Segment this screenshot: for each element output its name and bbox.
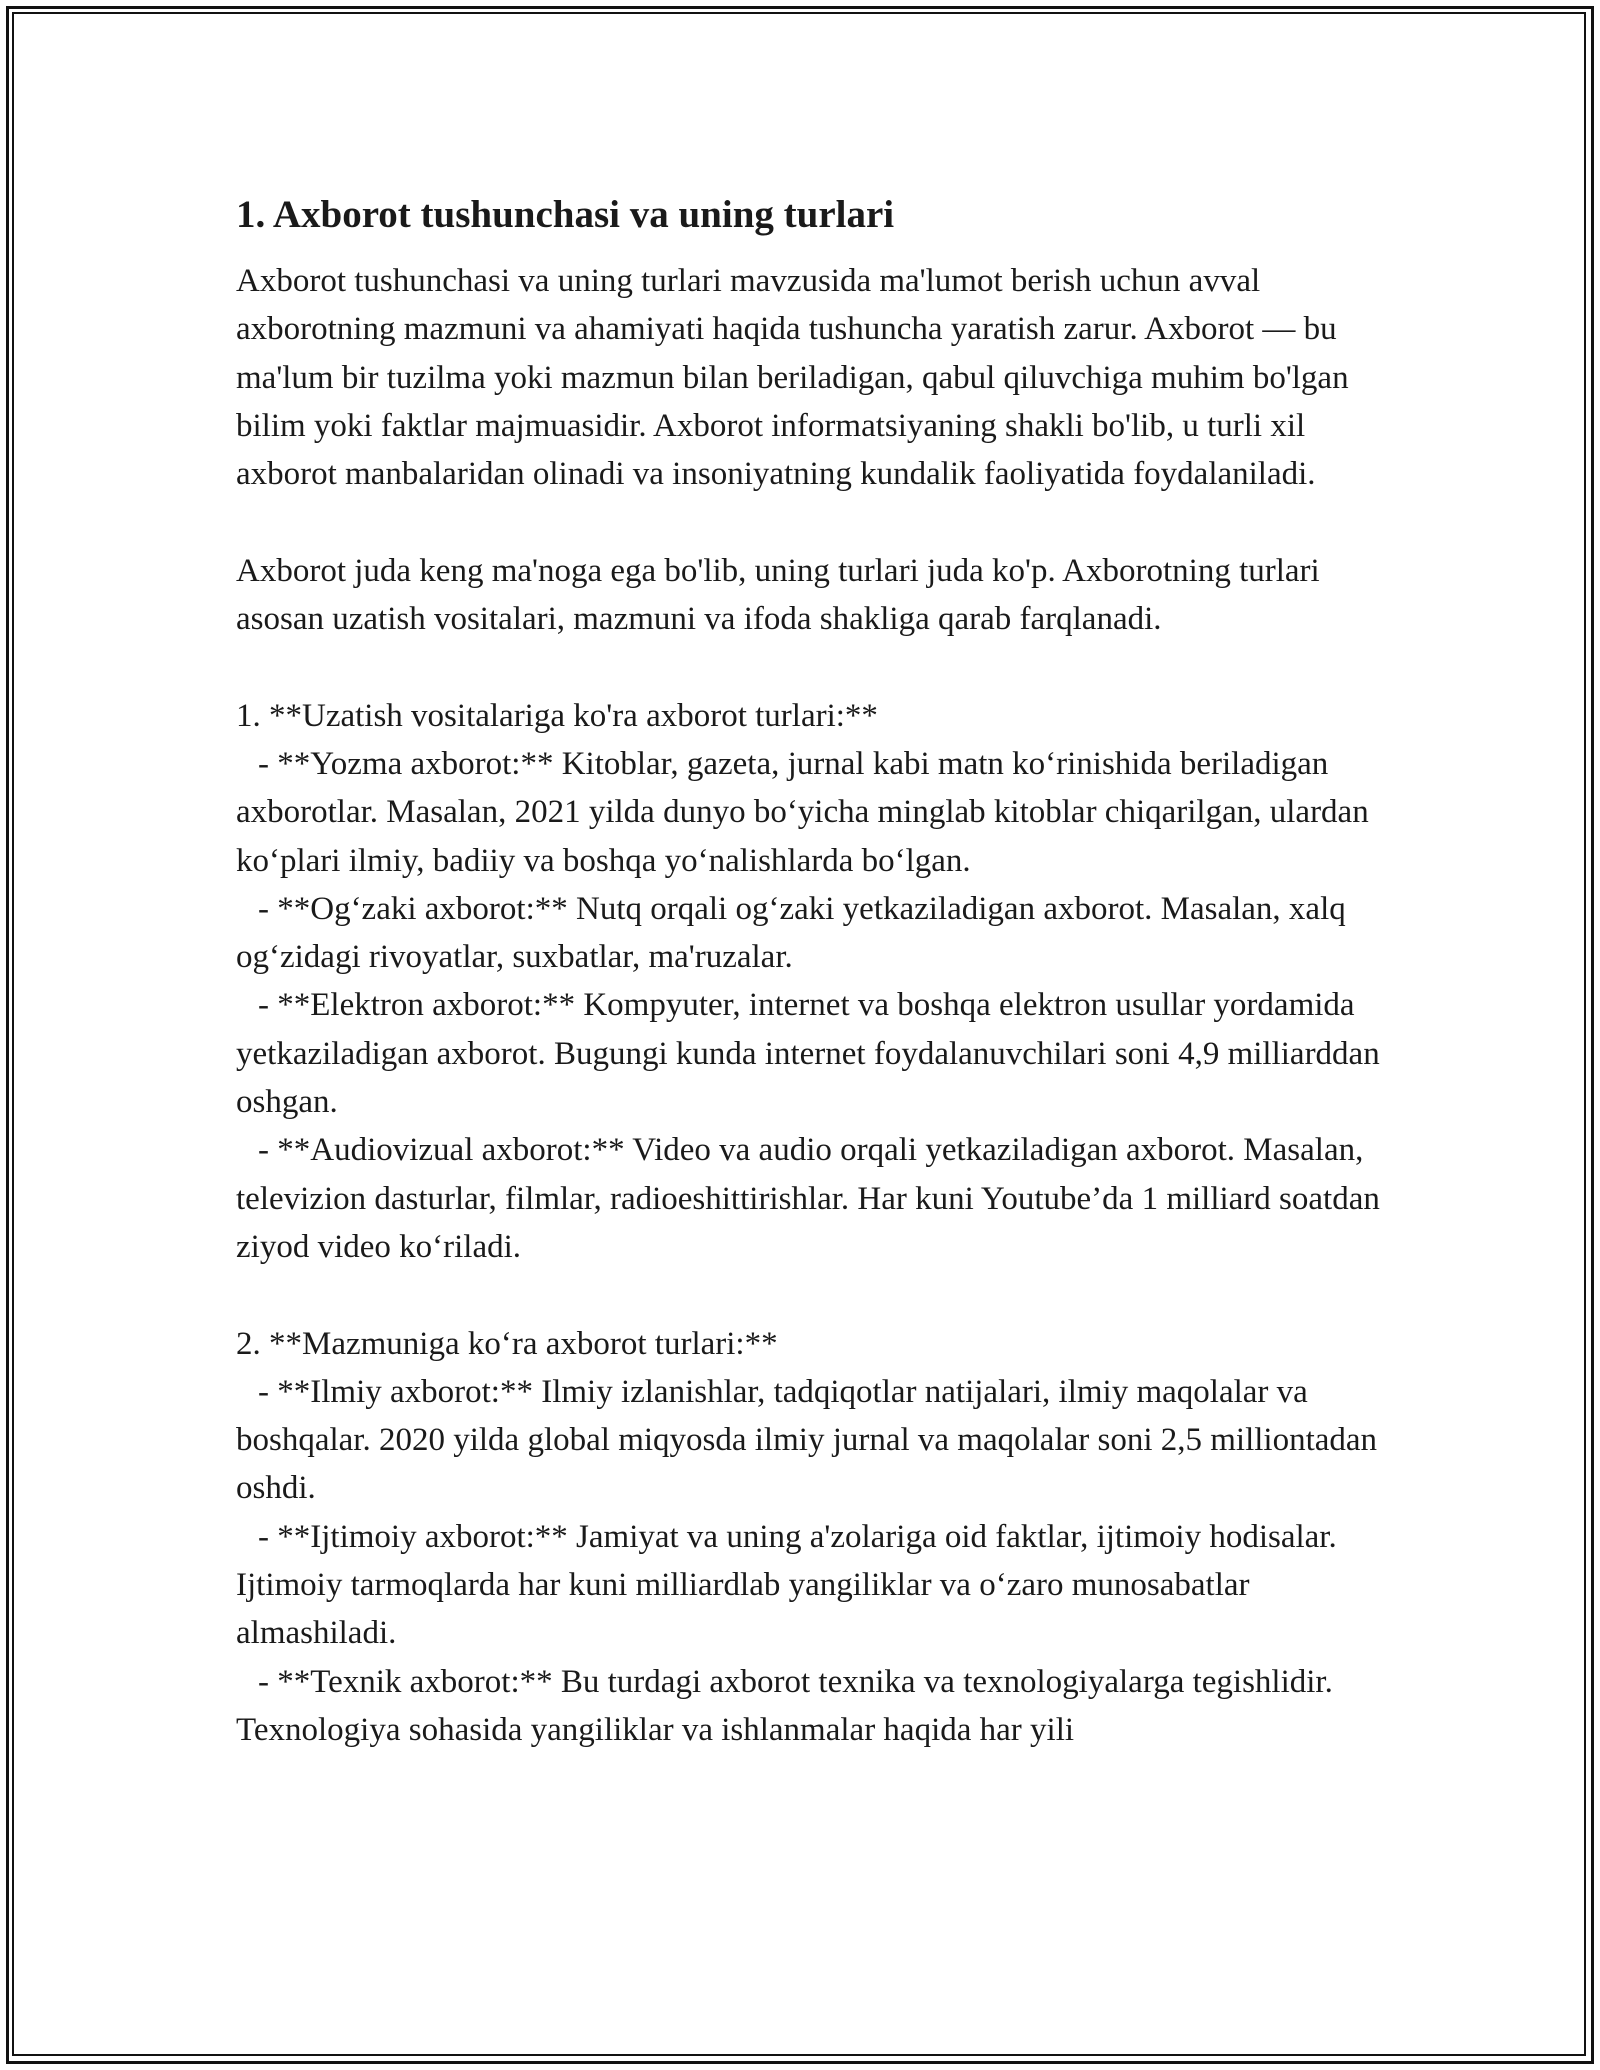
list-item: [236, 1513, 1386, 1658]
document-title: 1. Axborot tushunchasi va uning turlari: [236, 193, 895, 236]
section-transmission: [236, 692, 1389, 1272]
list-item-text: - **Ijtimoiy axborot:** Jamiyat va uning a'zolariga oid faktlar, ijtimoiy hodisalar. Ijtimoiy tarmoqlarda har kuni milliardlab yangiliklar va oʻzaro munosabatlar almashiladi.: [236, 1518, 1345, 1652]
paragraph-spacer: [236, 498, 1386, 546]
list-item: [236, 1658, 1386, 1755]
list-item: [236, 1126, 1389, 1271]
list-item-text: - **Ogʻzaki axborot:** Nutq orqali ogʻzaki yetkaziladigan axborot. Masalan, xalq ogʻzidagi rivoyatlar, suxbatlar, ma'ruzalar.: [236, 890, 1354, 976]
list-item: [236, 1368, 1386, 1513]
list-item: [236, 981, 1386, 1126]
list-item-text: - **Ilmiy axborot:** Ilmiy izlanishlar, tadqiqotlar natijalari, ilmiy maqolalar va boshqalar. 2020 yilda global miqyosda ilmiy jurnal va maqolalar soni 2,5 milliontadan oshdi.: [236, 1373, 1386, 1507]
document-body: [236, 187, 1389, 1754]
paragraph-spacer: [236, 1271, 1386, 1319]
section-heading: 1. **Uzatish vositalariga ko'ra axborot turlari:**: [236, 697, 878, 734]
section-heading: 2. **Mazmuniga koʻra axborot turlari:**: [236, 1325, 778, 1362]
paragraph-spacer: [236, 643, 1386, 691]
section-content: [236, 1320, 1386, 1755]
list-item-text: - **Audiovizual axborot:** Video va audio orqali yetkaziladigan axborot. Masalan, televizion dasturlar, filmlar, radioeshittirishlar. Har kuni Youtube’da 1 milliard soatdan ziyod video koʻriladi.: [236, 1132, 1389, 1265]
list-item: [236, 885, 1386, 982]
list-item-text: - **Yozma axborot:** Kitoblar, gazeta, jurnal kabi matn koʻrinishida beriladigan axborotlar. Masalan, 2021 yilda dunyo boʻyicha minglab kitoblar chiqarilgan, ulardan koʻplari ilmiy, badiiy va boshqa yoʻnalishlarda boʻlgan.: [236, 745, 1377, 879]
intro-paragraph: Axborot tushunchasi va uning turlari mavzusida ma'lumot berish uchun avval axborotning mazmuni va ahamiyati haqida tushuncha yaratish zarur. Axborot — bu ma'lum bir tuzilma yoki mazmun bilan beriladigan, qabul qiluvchiga muhim bo'lgan bilim yoki faktlar majmuasidir. Axborot informatsiyaning shakli bo'lib, u turli xil axborot manbalaridan olinadi va insoniyatning kundalik faoliyatida foydalaniladi.: [236, 263, 1357, 493]
list-item-text: - **Elektron axborot:** Kompyuter, internet va boshqa elektron usullar yordamida yetkaziladigan axborot. Bugungi kunda internet foydalanuvchilari soni 4,9 milliarddan oshgan.: [236, 987, 1388, 1121]
list-item: [236, 740, 1386, 885]
types-paragraph: Axborot juda keng ma'noga ega bo'lib, uning turlari juda ko'p. Axborotning turlari asosan uzatish vositalari, mazmuni va ifoda shakliga qarab farqlanadi.: [236, 552, 1328, 638]
list-item-text: - **Texnik axborot:** Bu turdagi axborot texnika va texnologiyalarga tegishlidir. Texnologiya sohasida yangiliklar va ishlanmalar haqida har yili: [236, 1663, 1341, 1748]
